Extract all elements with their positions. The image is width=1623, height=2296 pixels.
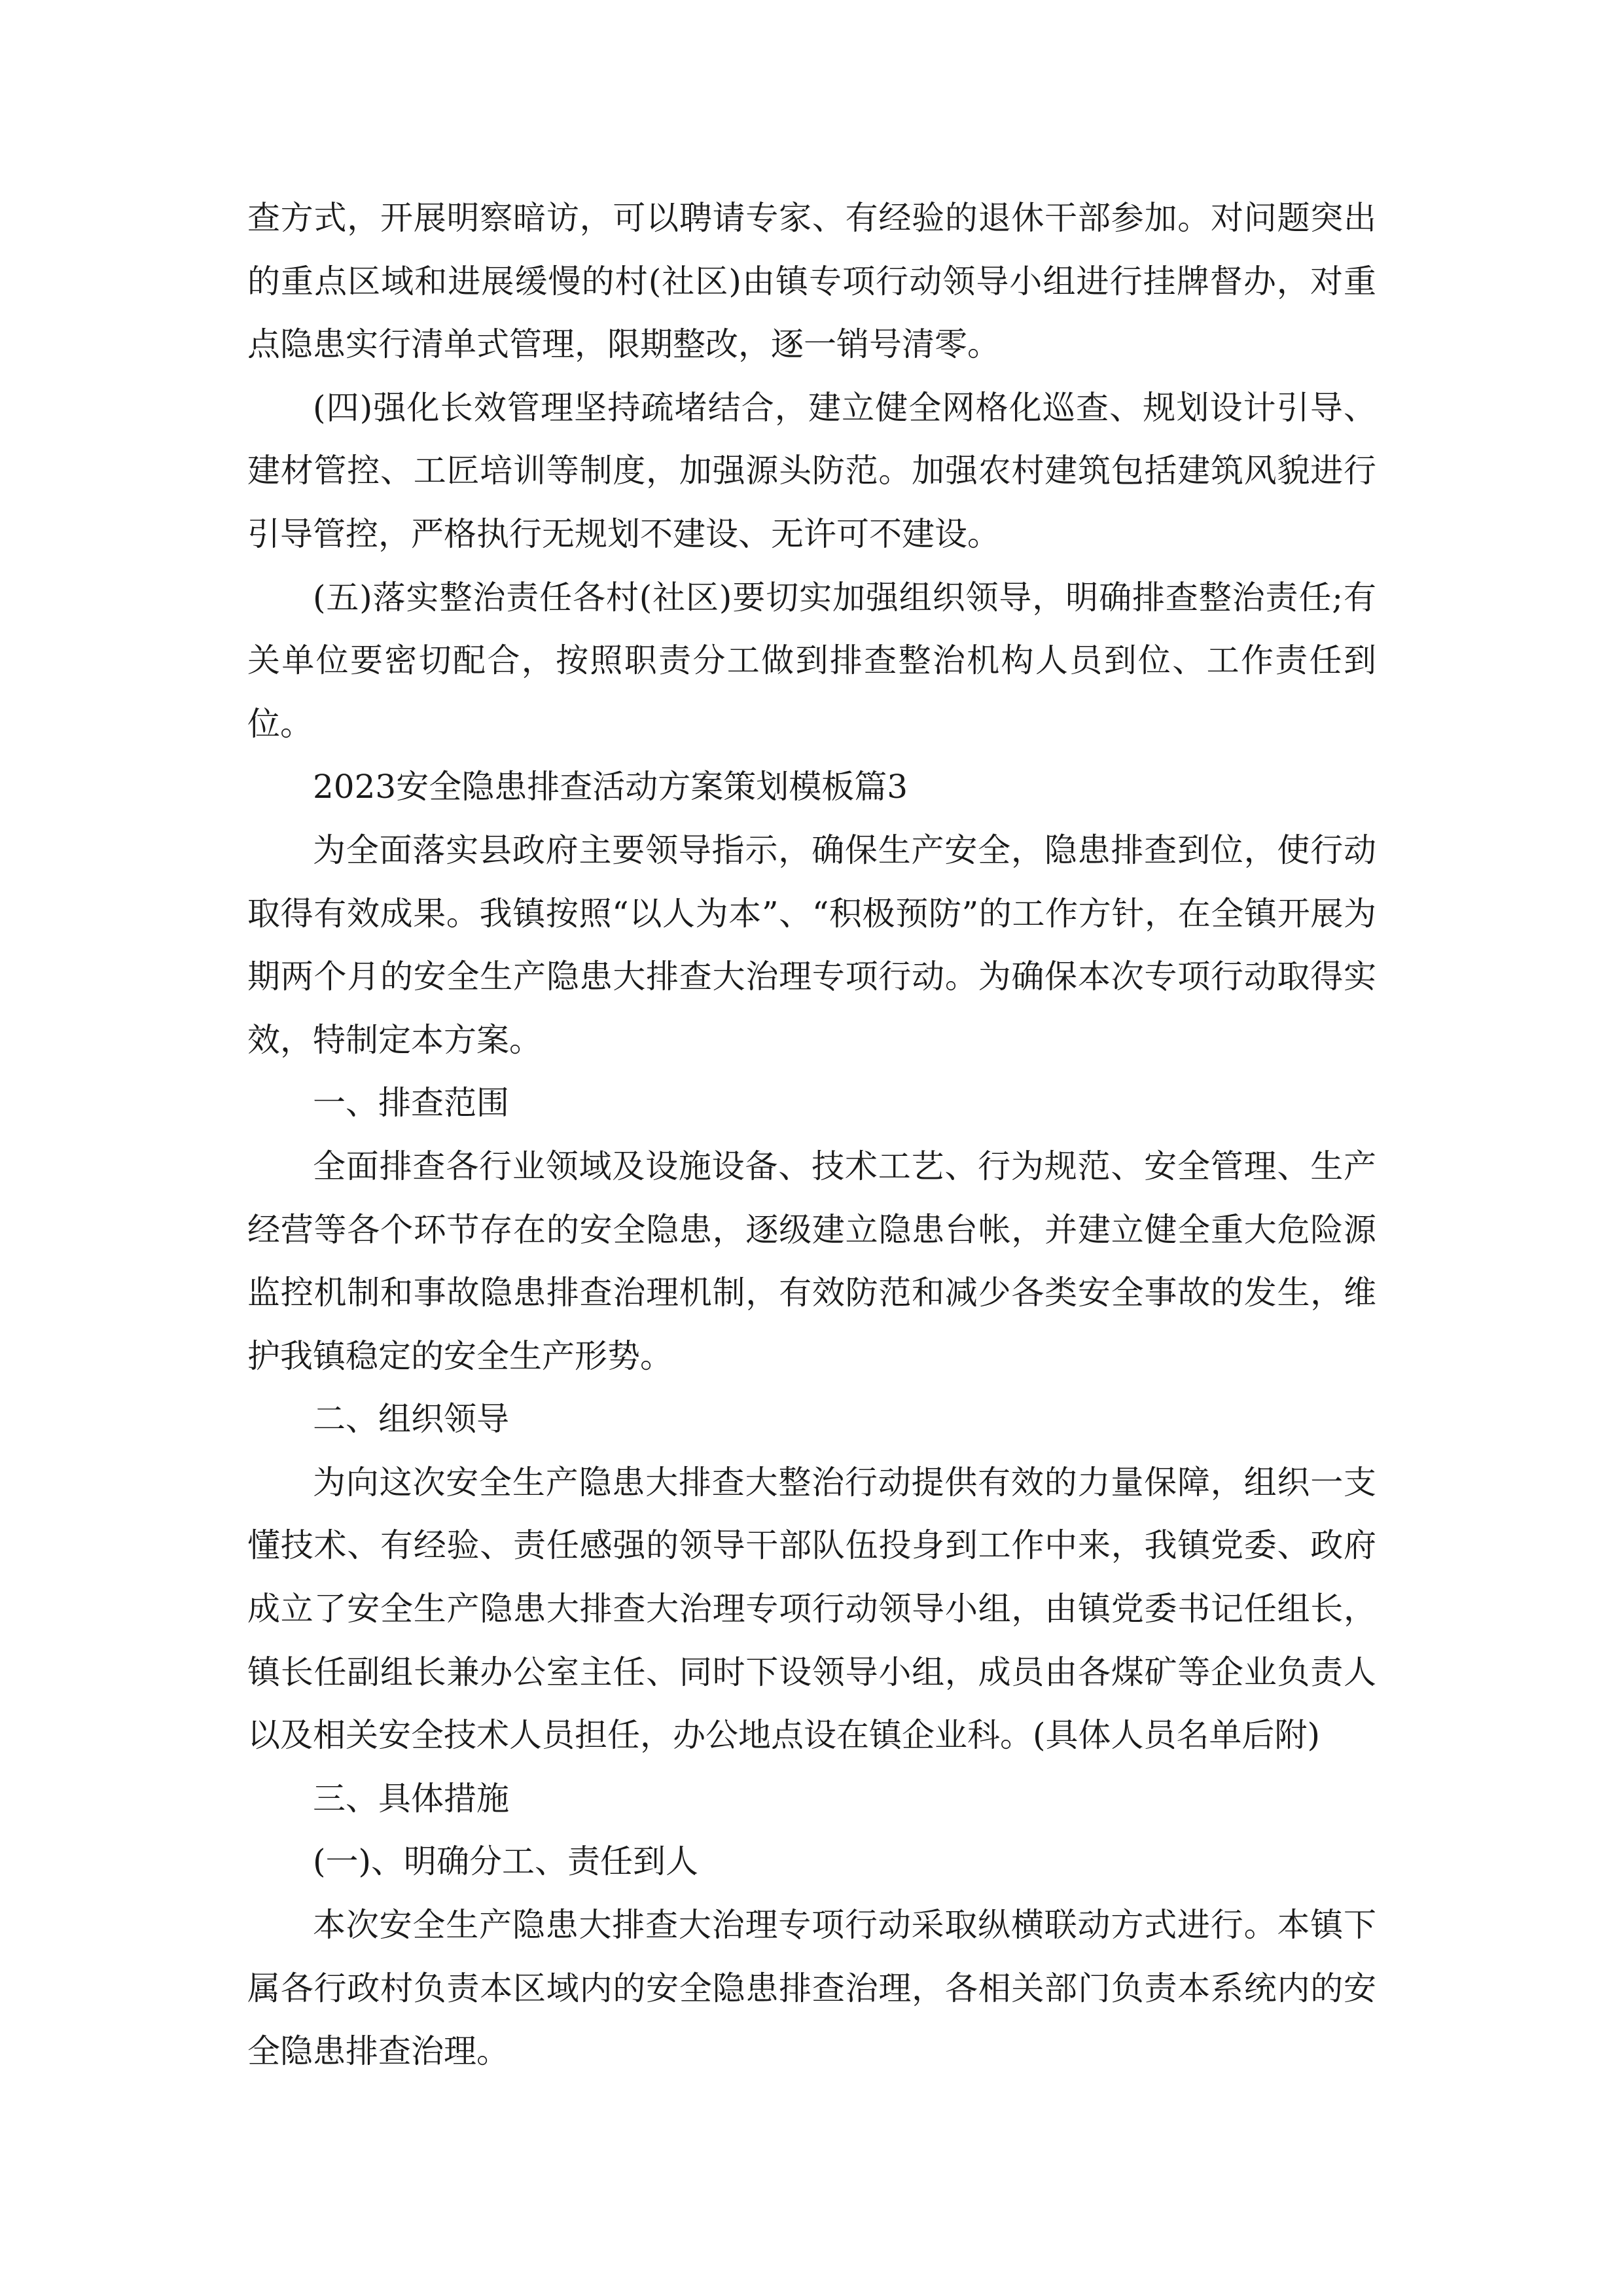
- heading-inspection-scope: 一、排查范围: [313, 1084, 509, 1122]
- paragraph-continuation: 查方式，开展明察暗访，可以聘请专家、有经验的退休干部参加。对问题突出的重点区域和进展缓慢的村(社区)由镇专项行动领导小组进行挂牌督办，对重点隐患实行清单式管理，限期整改，逐一销号清零。: [247, 199, 1376, 364]
- paragraph-organization: 为向这次安全生产隐患大排查大整治行动提供有效的力量保障，组织一支懂技术、有经验、责任感强的领导干部队伍投身到工作中来，我镇党委、政府成立了安全生产隐患大排查大治理专项行动领导小组，由镇党委书记任组长，镇长任副组长兼办公室主任、同时下设领导小组，成员由各煤矿等企业负责人以及相关安全技术人员担任，办公地点设在镇企业科。(具体人员名单后附): [247, 1463, 1376, 1755]
- heading-organization: 二、组织领导: [313, 1400, 509, 1439]
- paragraph-long-term-management: (四)强化长效管理坚持疏堵结合，建立健全网格化巡查、规划设计引导、建材管控、工匠培训等制度，加强源头防范。加强农村建筑包括建筑风貌进行引导管控，严格执行无规划不建设、无许可不建设。: [247, 388, 1376, 553]
- paragraph-rectification-responsibility: (五)落实整治责任各村(社区)要切实加强组织领导，明确排查整治责任;有关单位要密切配合，按照职责分工做到排查整治机构人员到位、工作责任到位。: [247, 578, 1376, 743]
- document-page: [247, 187, 1376, 2083]
- heading-specific-measures: 三、具体措施: [313, 1779, 509, 1818]
- paragraph-division-of-labor: 本次安全生产隐患大排查大治理专项行动采取纵横联动方式进行。本镇下属各行政村负责本区域内的安全隐患排查治理，各相关部门负责本系统内的安全隐患排查治理。: [247, 1906, 1376, 2071]
- paragraph-intro: 为全面落实县政府主要领导指示，确保生产安全，隐患排查到位，使行动取得有效成果。我镇按照“以人为本”、“积极预防”的工作方针，在全镇开展为期两个月的安全生产隐患大排查大治理专项行动。为确保本次专项行动取得实效，特制定本方案。: [247, 831, 1376, 1059]
- section-title: 2023安全隐患排查活动方案策划模板篇3: [313, 768, 908, 806]
- paragraph-inspection-scope: 全面排查各行业领域及设施设备、技术工艺、行为规范、安全管理、生产经营等各个环节存在的安全隐患，逐级建立隐患台帐，并建立健全重大危险源监控机制和事故隐患排查治理机制，有效防范和减少各类安全事故的发生，维护我镇稳定的安全生产形势。: [247, 1147, 1376, 1375]
- subheading-division-of-labor: (一)、明确分工、责任到人: [313, 1842, 699, 1881]
